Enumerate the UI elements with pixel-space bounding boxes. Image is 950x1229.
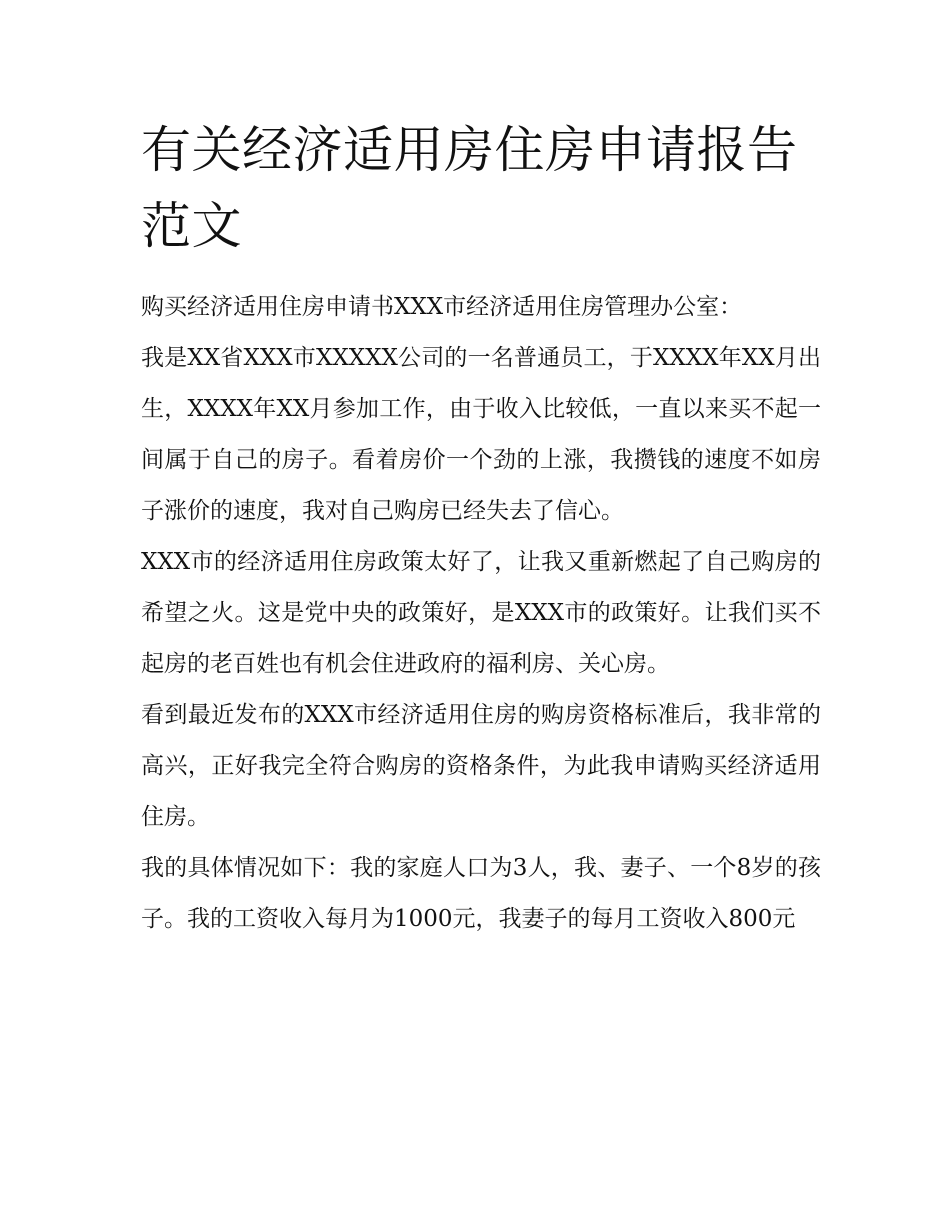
document-title: 有关经济适用房住房申请报告范文: [141, 121, 798, 255]
paragraph-personal-background: 我是XX省XXX市XXXXX公司的一名普通员工，于XXXX年XX月出生，XXXX年XX月参加工作，由于收入比较低，一直以来买不起一间属于自己的房子。看着房价一个劲的上涨，我攒钱的速度不如房子涨价的速度，我对自己购房已经失去了信心。: [141, 345, 821, 524]
paragraph-application-header: 购买经济适用住房申请书XXX市经济适用住房管理办公室：: [141, 294, 743, 320]
paragraph-eligibility: 看到最近发布的XXX市经济适用住房的购房资格标准后，我非常的高兴，正好我完全符合购房的资格条件，为此我申请购买经济适用住房。: [141, 702, 821, 830]
paragraph-policy-appreciation: XXX市的经济适用住房政策太好了，让我又重新燃起了自己购房的希望之火。这是党中央的政策好，是XXX市的政策好。让我们买不起房的老百姓也有机会住进政府的福利房、关心房。: [141, 549, 821, 677]
document-body: [141, 112, 821, 945]
paragraph-family-details: 我的具体情况如下：我的家庭人口为3人，我、妻子、一个8岁的孩子。我的工资收入每月为1000元，我妻子的每月工资收入800元: [141, 855, 821, 932]
